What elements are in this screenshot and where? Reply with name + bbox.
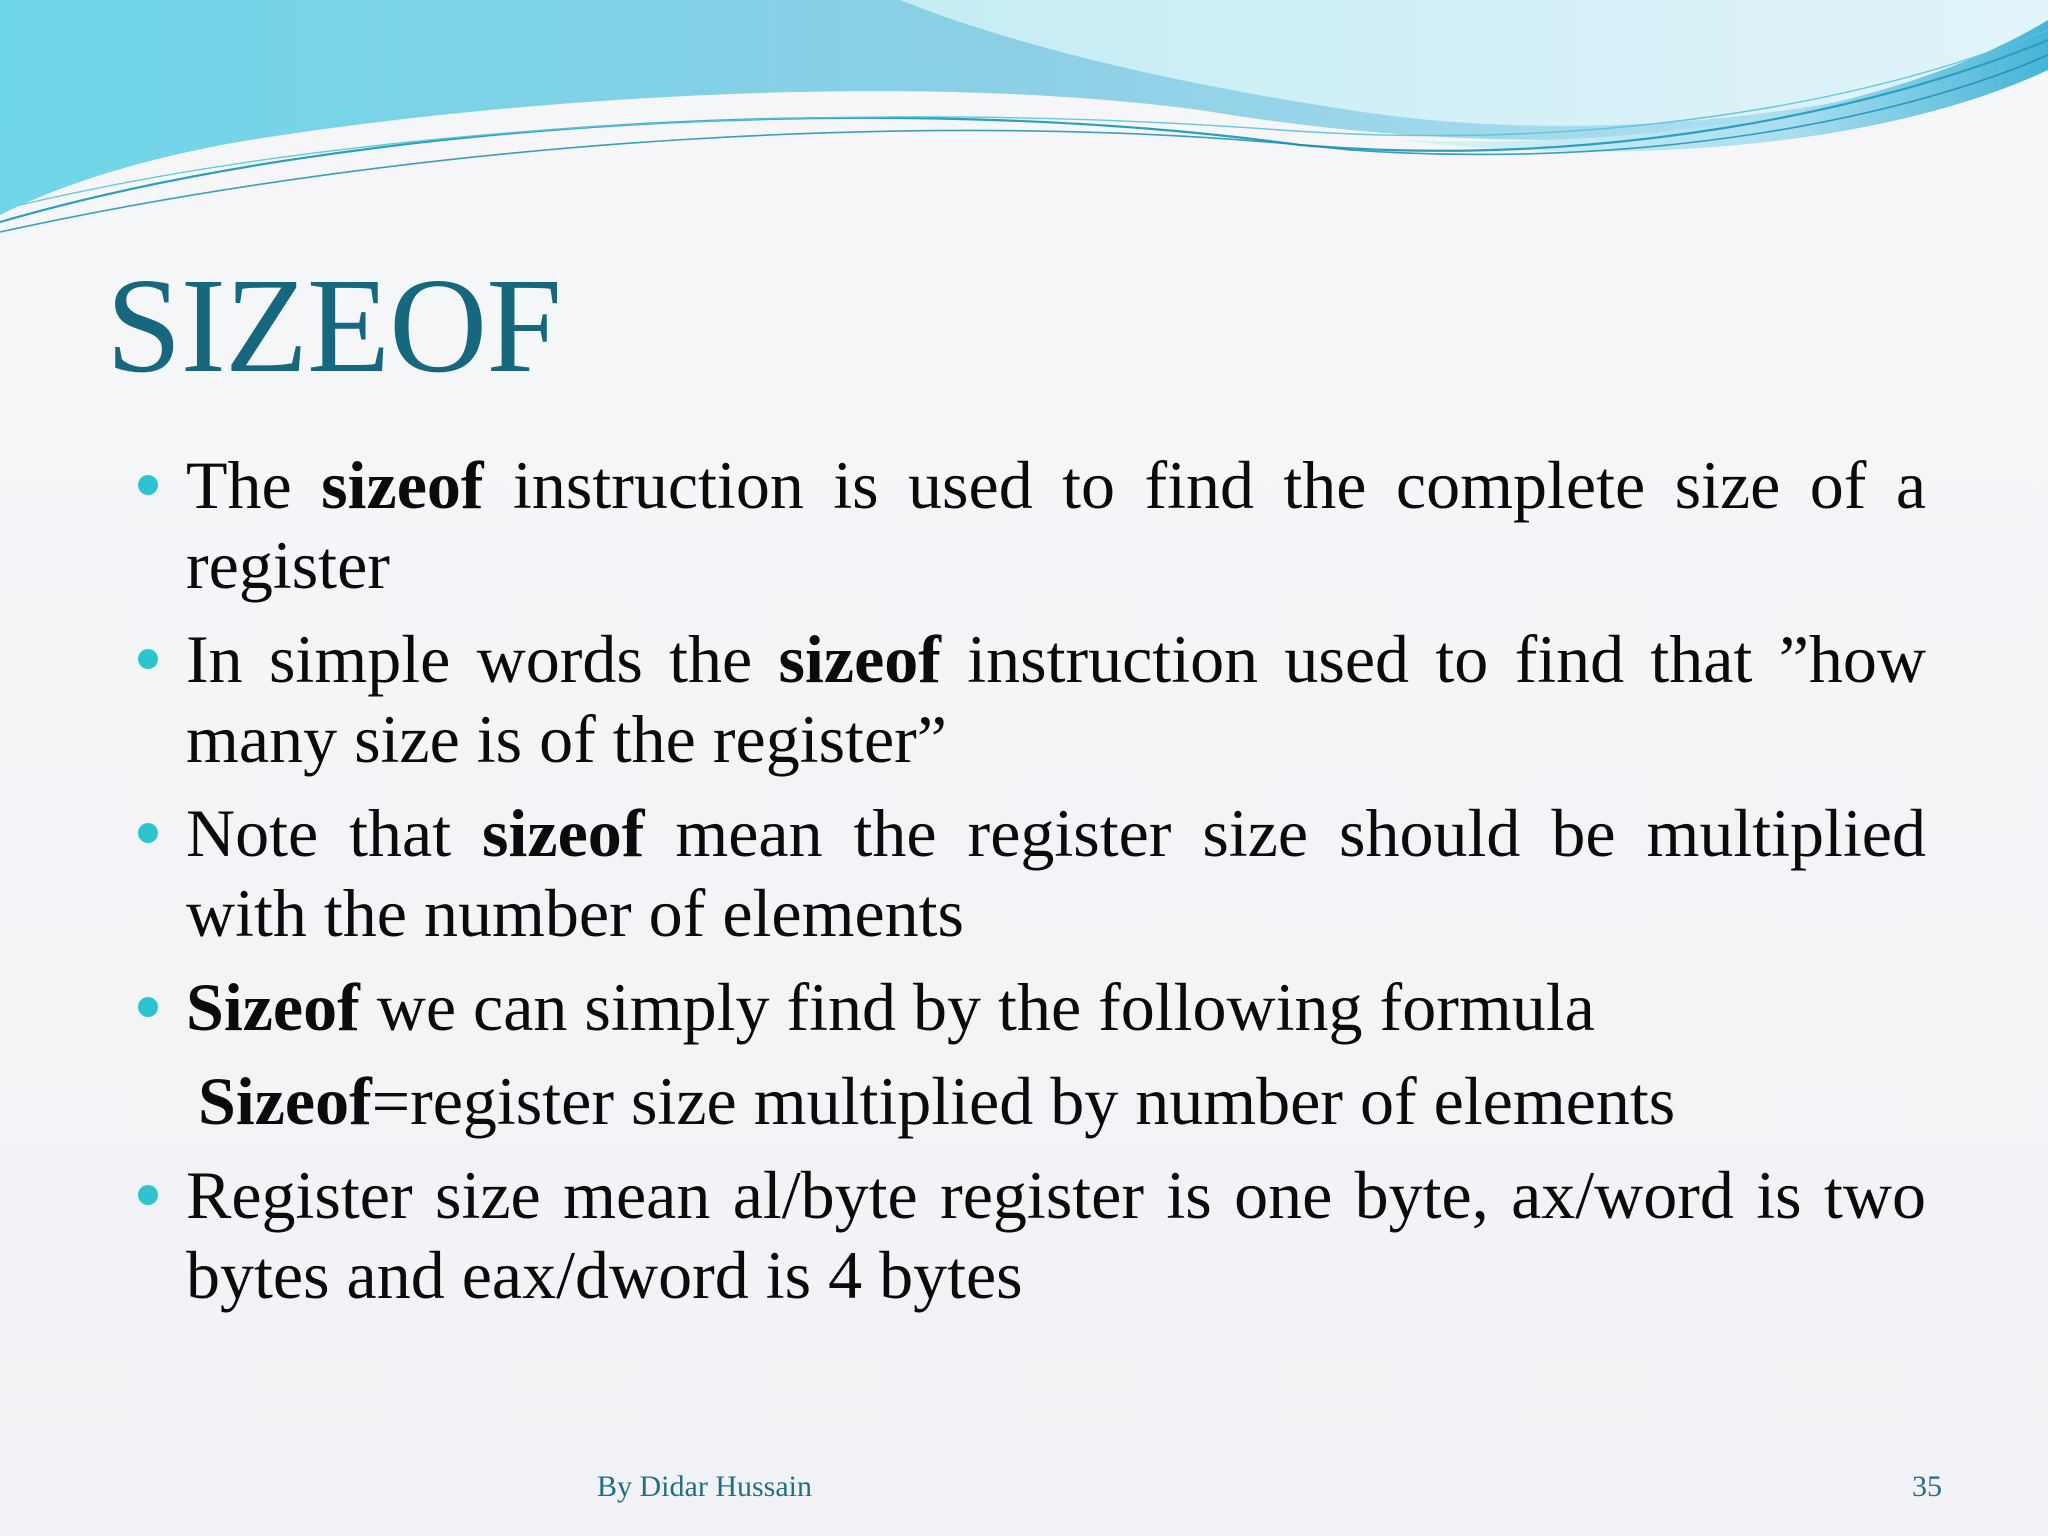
bullet-item <box>138 967 1926 1047</box>
bullet-item <box>138 445 1926 605</box>
bullet-item <box>138 1155 1926 1315</box>
keyword-sizeof: Sizeof <box>186 969 360 1045</box>
bullet-dot-icon <box>138 475 158 495</box>
keyword-sizeof: sizeof <box>778 621 941 697</box>
header-wave-decoration <box>0 0 2048 240</box>
bullet-text-post: instruction is used to find the complete size of a register <box>186 447 1926 603</box>
formula-line <box>138 1061 1926 1141</box>
page-number: 35 <box>1912 1470 1942 1503</box>
bullet-text-pre: Note that <box>186 795 483 871</box>
bullet-item <box>138 793 1926 953</box>
footer-author: By Didar Hussain <box>597 1470 812 1503</box>
formula-text: =register size multiplied by number of elements <box>371 1063 1676 1139</box>
keyword-sizeof: sizeof <box>321 447 484 523</box>
bullet-list <box>138 445 1926 1329</box>
formula-keyword: Sizeof <box>198 1063 372 1139</box>
bullet-item <box>138 619 1926 779</box>
bullet-text: Register size mean al/byte register is one byte, ax/word is two bytes and eax/dword is 4 bytes <box>186 1157 1926 1313</box>
bullet-dot-icon <box>138 649 158 669</box>
bullet-text-post: we can simply find by the following formula <box>359 969 1595 1045</box>
bullet-dot-icon <box>138 1185 158 1205</box>
bullet-text-post: mean the register size should be multiplied with the number of elements <box>186 795 1926 951</box>
bullet-text-pre: In simple words the <box>186 621 779 697</box>
bullet-text-post: instruction used to find that ”how many size is of the register” <box>186 621 1926 777</box>
keyword-sizeof: sizeof <box>482 795 645 871</box>
bullet-text-pre: The <box>186 447 322 523</box>
bullet-dot-icon <box>138 823 158 843</box>
slide-title: SIZEOF <box>106 251 561 401</box>
bullet-dot-icon <box>138 997 158 1017</box>
